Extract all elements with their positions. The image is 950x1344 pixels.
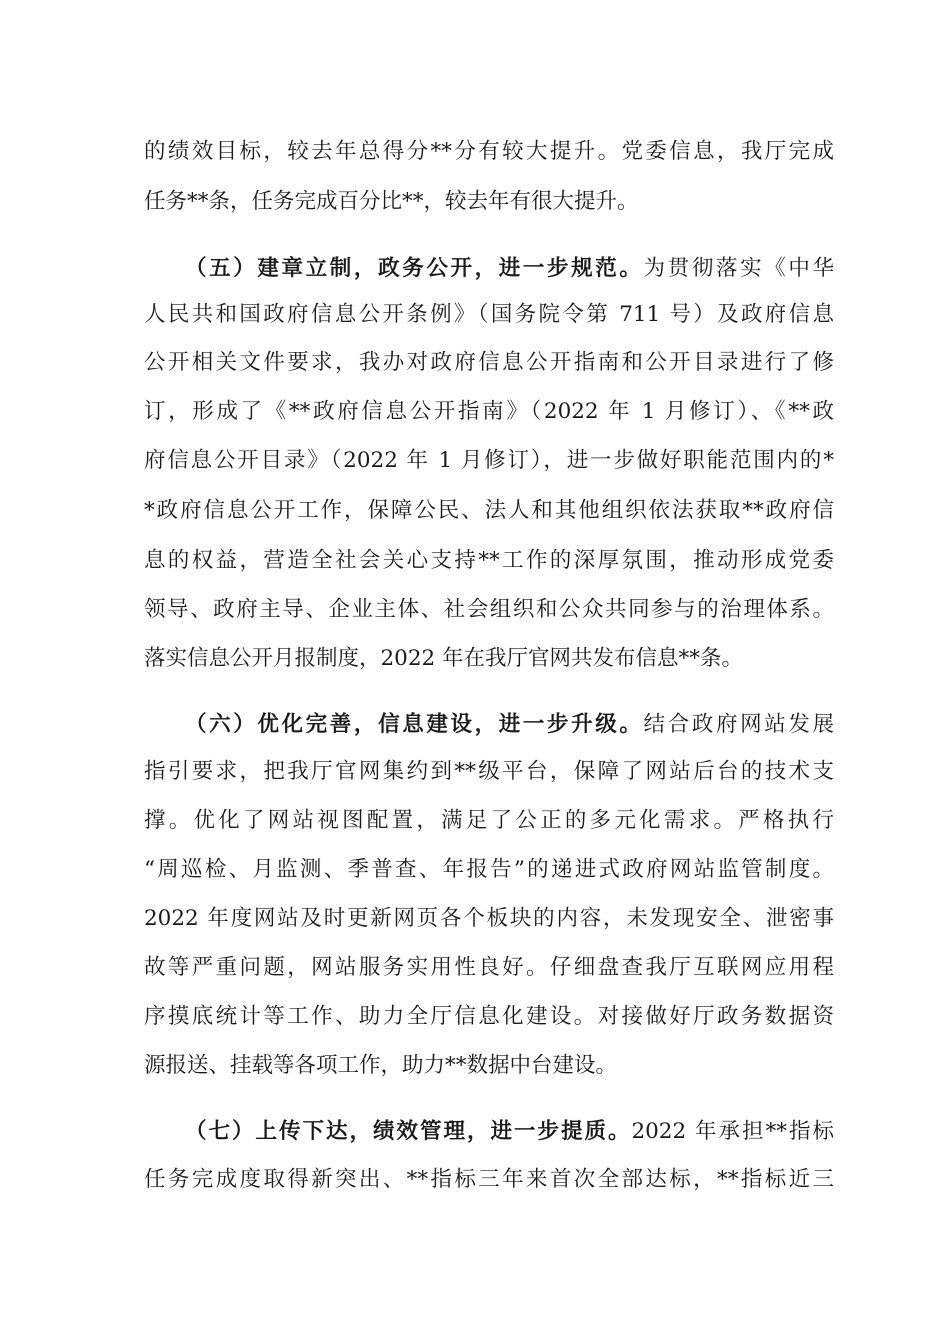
text-line: 落实信息公开月报制度，2022 年在我厅官网共发布信息**条。	[144, 646, 744, 671]
text-line: 任务完成度取得新突出、**指标三年来首次全部达标，**指标近三	[144, 1167, 834, 1192]
section-5-heading: （五）建章立制，政务公开，进一步规范。	[185, 256, 644, 281]
text-line: 撑。优化了网站视图配置，满足了公正的多元化需求。严格执行	[144, 808, 834, 833]
text-line: 订，形成了《**政府信息公开指南》（2022 年 1 月修订）、《**政	[144, 399, 834, 424]
text-line: 源报送、挂载等各项工作，助力**数据中台建设。	[144, 1053, 618, 1078]
section-5-text: 为贯彻落实《中华	[643, 256, 834, 281]
text-line: 指引要求，把我厅官网集约到**级平台，保障了网站后台的技术支	[144, 759, 834, 784]
text-line: 的绩效目标，较去年总得分**分有较大提升。党委信息，我厅完成	[144, 139, 834, 164]
text-line: 任务**条，任务完成百分比**，较去年有很大提升。	[144, 189, 639, 214]
text-line: “周巡检、月监测、季普查、年报告”的递进式政府网站监管制度。	[144, 857, 834, 882]
section-6-text: 结合政府网站发展	[643, 712, 834, 737]
text-line: 人民共和国政府信息公开条例》（国务院令第 711 号）及政府信息	[144, 302, 834, 327]
text-line: 领导、政府主导、企业主体、社会组织和公众共同参与的治理体系。	[144, 597, 834, 622]
text-line: 息的权益，营造全社会关心支持**工作的深厚氛围，推动形成党委	[144, 548, 834, 573]
section-6-heading: （六）优化完善，信息建设，进一步升级。	[185, 712, 644, 737]
section-5-first-line	[185, 249, 834, 289]
section-7-first-line	[185, 1112, 834, 1152]
section-7-text: 2022 年承担**指标	[631, 1119, 834, 1144]
text-line: 公开相关文件要求，我办对政府信息公开指南和公开目录进行了修	[144, 350, 834, 375]
text-line: 序摸底统计等工作、助力全厅信息化建设。对接做好厅政务数据资	[144, 1004, 834, 1029]
text-line: 故等严重问题，网站服务实用性良好。仔细盘查我厅互联网应用程	[144, 955, 834, 980]
section-7-heading: （七）上传下达，绩效管理，进一步提质。	[185, 1119, 632, 1144]
text-line: 2022 年度网站及时更新网页各个板块的内容，未发现安全、泄密事	[144, 906, 834, 931]
text-line: 府信息公开目录》（2022 年 1 月修订），进一步做好职能范围内的*	[144, 448, 834, 473]
section-6-first-line	[185, 705, 834, 745]
text-line: *政府信息公开工作，保障公民、法人和其他组织依法获取**政府信	[144, 498, 834, 523]
